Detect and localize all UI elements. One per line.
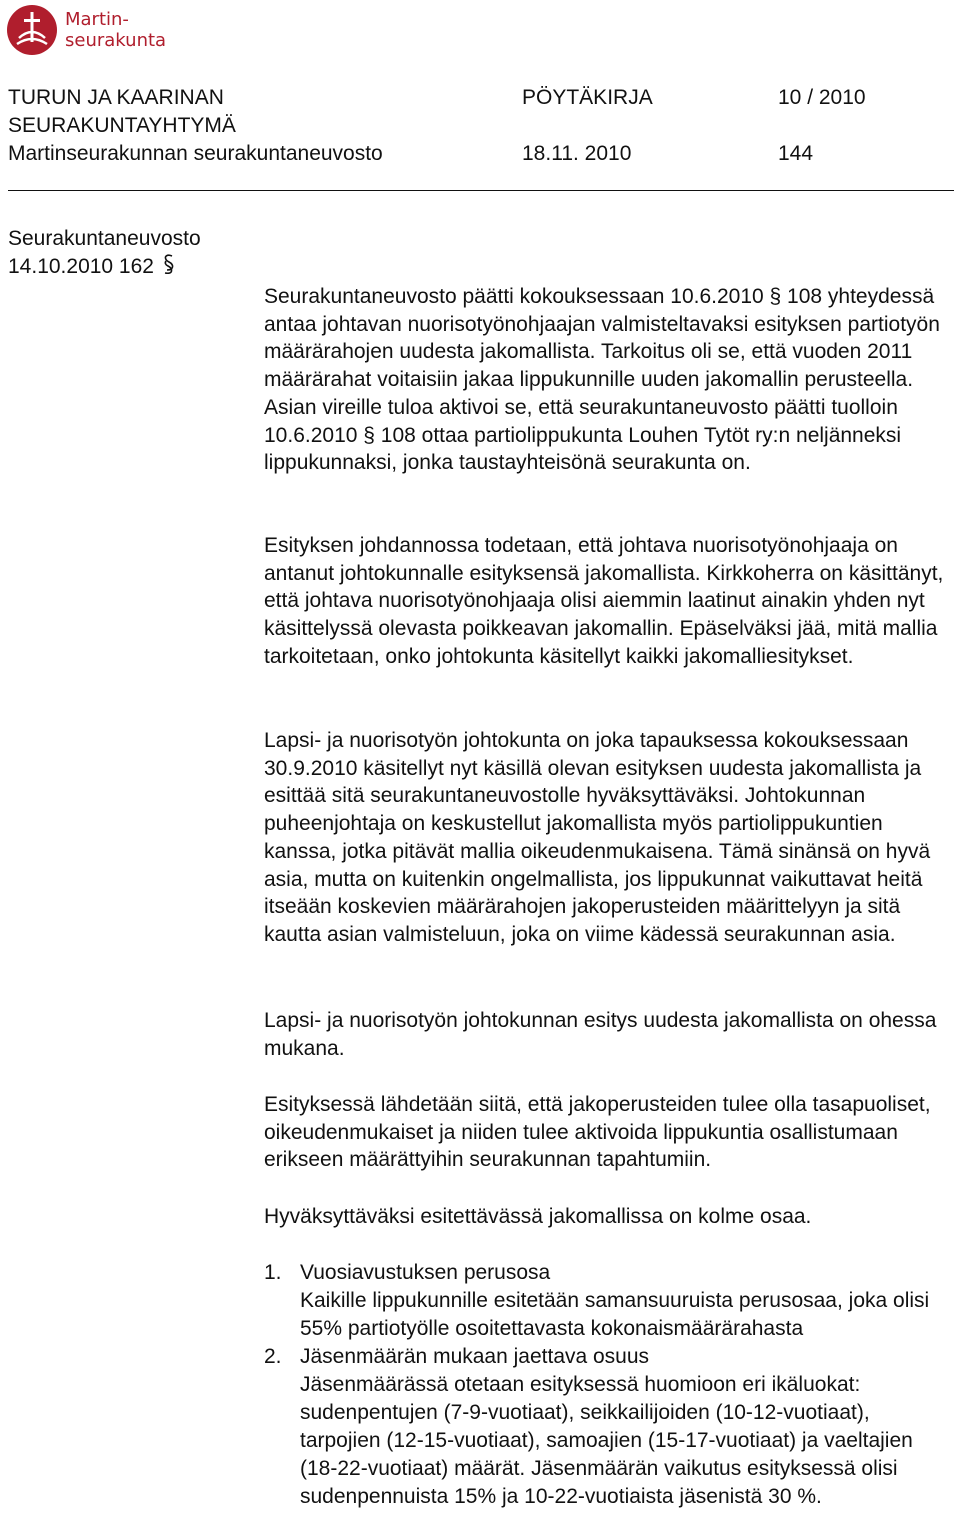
paragraph-4: Lapsi- ja nuorisotyön johtokunnan esitys uudesta jakomallista on ohessa mukana.: [264, 1009, 937, 1060]
section-sign-icon: [162, 253, 176, 277]
list-item-number: 1.: [264, 1261, 282, 1284]
jakomalli-parts-list: [264, 1259, 954, 1511]
doc-number: 10 / 2010: [778, 86, 866, 109]
list-item-number: 2.: [264, 1345, 282, 1368]
logo-line-2: seurakunta: [65, 30, 167, 51]
paragraph-1: Seurakuntaneuvosto päätti kokouksessaan 10.6.2010 § 108 yhteydessä antaa johtavan nuorisotyönohjaajan valmisteltavaksi esityksen partiotyön määrärahojen uudesta jakomallista. Tarkoitus oli se, että vuoden 2011 määrärahat voitaisiin jakaa lippukunnille uuden jakomallin perusteella. Asian vireille tuloa aktivoi se, että seurakuntaneuvosto päätti tuolloin 10.6.2010 § 108 ottaa partiolippukunta Louhen Tytöt ry:n neljänneksi lippukunnaksi, jonka taustayhteisönä seurakunta on.: [264, 285, 940, 475]
list-item-title: Jäsenmäärän mukaan jaettava osuus: [300, 1345, 650, 1368]
list-item: [264, 1259, 954, 1343]
paragraph-5: Esityksessä lähdetään siitä, että jakoperusteiden tulee olla tasapuoliset, oikeudenmukaiset ja niiden tulee aktivoida lippukuntia osallistumaan erikseen määrättyihin seurakunnan tapahtumiin.: [264, 1093, 931, 1172]
logo: [6, 4, 166, 56]
org-name-2: SEURAKUNTAYHTYMÄ: [8, 114, 236, 137]
org-name-3: Martinseurakunnan seurakuntaneuvosto: [8, 142, 383, 165]
doc-type: PÖYTÄKIRJA: [522, 86, 653, 109]
parish-emblem-icon: [6, 4, 58, 56]
paragraph-6: Hyväksyttäväksi esitettävässä jakomallissa on kolme osaa.: [264, 1205, 812, 1228]
header-divider: [8, 190, 954, 191]
logo-text: [65, 9, 166, 51]
list-item-title: Vuosiavustuksen perusosa: [300, 1261, 551, 1284]
reference-body: Seurakuntaneuvosto: [8, 227, 201, 250]
list-item: [264, 1343, 954, 1511]
list-item-text: Jäsenmäärässä otetaan esityksessä huomioon eri ikäluokat: sudenpentujen (7-9-vuotiaat), seikkailijoiden (10-12-vuotiaat), tarpojien (12-15-vuotiaat), samoajien (15-17-vuotiaat) ja vaeltajien (18-22-vuotiaat) määrät. Jäsenmäärän vaikutus esityksessä olisi sudenpennuista 15% ja 10-22-vuotiaista jäsenistä 30 %.: [300, 1373, 913, 1508]
logo-line-1: Martin-: [65, 9, 129, 30]
paragraph-3: Lapsi- ja nuorisotyön johtokunta on joka tapauksessa kokouksessaan 30.9.2010 käsitellyt nyt käsillä olevan esityksen uudesta jakomallista ja esittää sitä seurakuntaneuvostolle hyväksyttäväksi. Johtokunnan puheenjohtaja on keskustellut jakomallista myös partiolippukuntien kanssa, jotka pitävät mallia oikeudenmukaisena. Tämä sinänsä on hyvä asia, mutta on kuitenkin ongelmallista, jos lippukunnat vaikuttavat heitä itseään koskevien määrärahojen jakoperusteiden määrittelyyn ja sitä kautta asian valmisteluun, joka on viime kädessä seurakunnan asia.: [264, 729, 931, 946]
page-number: 144: [778, 142, 814, 165]
paragraph-2: Esityksen johdannossa todetaan, että johtava nuorisotyönohjaaja on antanut johtokunnalle esityksensä jakomallista. Kirkkoherra on käsittänyt, että johtava nuorisotyönohjaaja olisi aiemmin laatinut ainakin yhden nyt käsittelyssä olevasta poikkeavan jakomallin. Epäselväksi jää, mitä mallia tarkoitetaan, onko johtokunta käsitellyt kaikki jakomalliesitykset.: [264, 534, 944, 668]
reference-date-text: 14.10.2010 162: [8, 255, 154, 278]
list-item-text: Kaikille lippukunnille esitetään samansuuruista perusosaa, joka olisi 55% partiotyölle osoitettavasta kokonaismäärärahasta: [300, 1289, 930, 1340]
meeting-date: 18.11. 2010: [522, 142, 632, 165]
org-name-1: TURUN JA KAARINAN: [8, 86, 224, 109]
reference-date-section: [8, 253, 176, 280]
